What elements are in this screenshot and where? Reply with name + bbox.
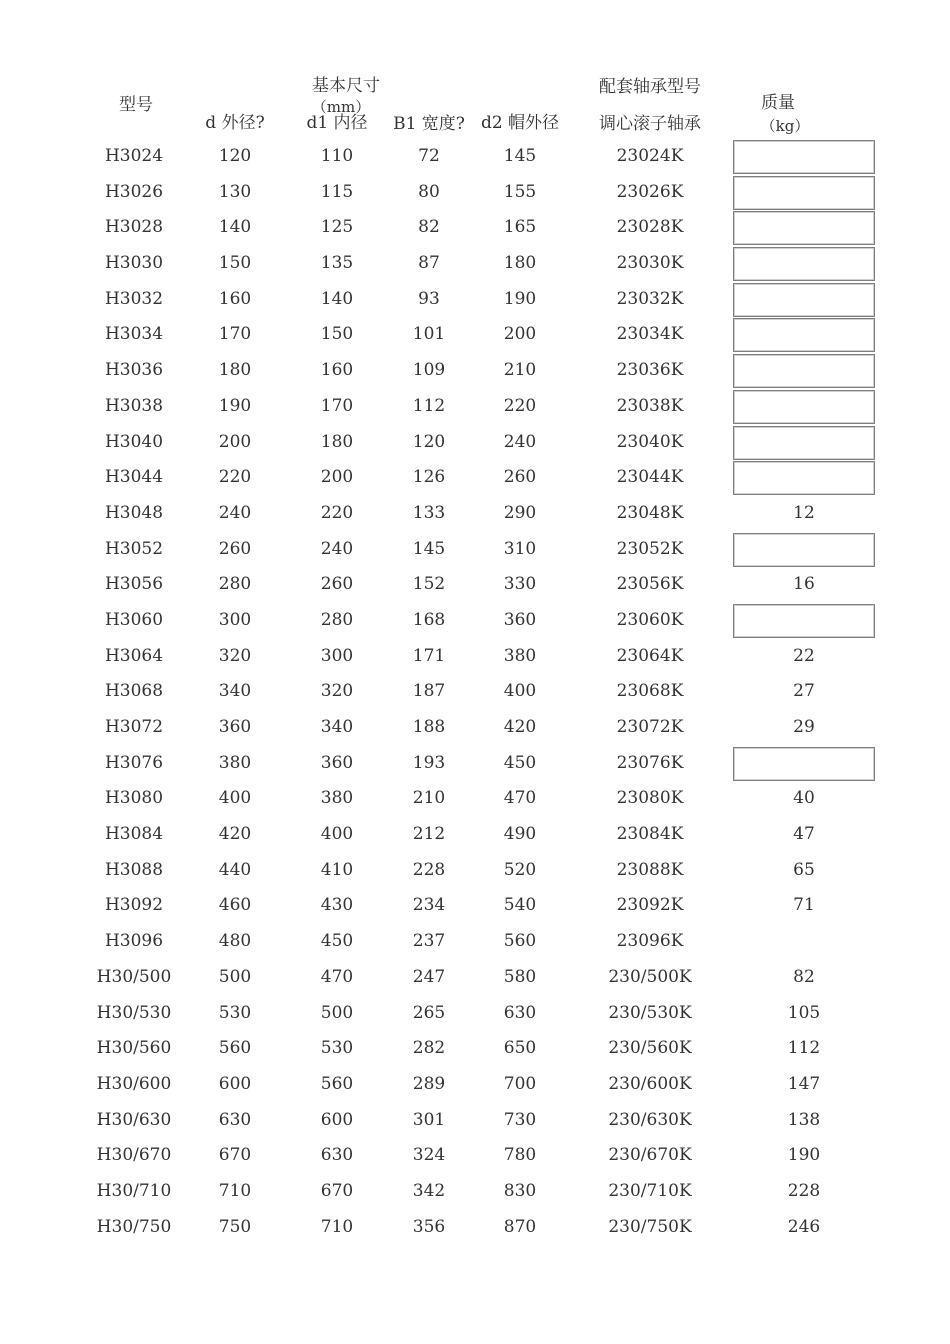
d1-inner-cell: 430	[320, 895, 354, 916]
d-outer-cell: 340	[218, 681, 252, 702]
bearing-cell: 23076K	[616, 752, 684, 773]
mass-cell: 71	[793, 895, 815, 916]
bearing-cell: 230/500K	[608, 966, 692, 987]
d-outer-cell: 420	[218, 824, 252, 845]
mass-cell	[733, 389, 875, 425]
mass-cell	[733, 282, 875, 318]
bearing-cell: 23064K	[616, 645, 684, 666]
model-cell: H30/750	[96, 1216, 172, 1237]
d-outer-cell: 440	[218, 859, 252, 880]
d-outer-cell: 500	[218, 966, 252, 987]
d1-inner-cell: 340	[320, 717, 354, 737]
bearing-cell: 23038K	[616, 395, 684, 416]
mass-cell	[733, 317, 875, 353]
b1-width-cell: 171	[412, 645, 446, 666]
d-outer-cell: 380	[218, 752, 252, 773]
d-outer-cell: 400	[218, 788, 252, 809]
bearing-cell: 23036K	[616, 360, 684, 381]
d-outer-cell: 190	[218, 395, 252, 416]
mass-cell	[733, 425, 875, 461]
d2-cap-cell: 360	[503, 609, 537, 630]
table-row	[0, 353, 950, 389]
d1-inner-cell: 710	[320, 1216, 354, 1237]
d-outer-cell: 140	[218, 217, 252, 238]
d2-cap-cell: 165	[503, 217, 537, 238]
d-outer-cell: 150	[218, 253, 252, 274]
b1-width-cell: 87	[418, 253, 440, 274]
mass-cell: 190	[787, 1145, 821, 1166]
mass-cell: 29	[793, 717, 815, 737]
d2-cap-cell: 330	[503, 574, 537, 595]
table-row	[0, 1067, 950, 1103]
mass-cell	[733, 139, 875, 175]
mass-cell	[733, 603, 875, 639]
d1-inner-cell: 115	[320, 181, 354, 202]
d1-inner-cell: 410	[320, 859, 354, 880]
d2-cap-cell: 380	[503, 645, 537, 666]
d1-inner-cell: 140	[320, 288, 354, 309]
mass-cell	[733, 210, 875, 246]
b1-width-cell: 210	[412, 788, 446, 809]
table-row	[0, 817, 950, 853]
b1-width-cell: 265	[412, 1002, 446, 1023]
b1-width-cell: 247	[412, 966, 446, 987]
d-outer-cell: 480	[218, 931, 252, 952]
d2-cap-cell: 870	[503, 1216, 537, 1237]
d2-cap-cell: 290	[503, 502, 537, 523]
b1-width-cell: 120	[412, 431, 446, 452]
d-outer-cell: 560	[218, 1038, 252, 1059]
d1-inner-cell: 470	[320, 966, 354, 987]
bearing-cell: 23060K	[616, 609, 684, 630]
model-cell: H3040	[104, 431, 164, 452]
d-outer-cell: 180	[218, 360, 252, 381]
d2-cap-cell: 180	[503, 253, 537, 274]
bearing-cell: 23048K	[616, 502, 684, 523]
bearing-cell: 230/670K	[608, 1145, 692, 1166]
d2-cap-cell: 700	[503, 1073, 537, 1094]
mass-cell: 65	[793, 859, 815, 880]
table-row	[0, 389, 950, 425]
table-row	[0, 603, 950, 639]
d1-inner-cell: 670	[320, 1180, 354, 1201]
mass-cell	[733, 353, 875, 389]
table-row	[0, 746, 950, 782]
d1-inner-cell: 320	[320, 681, 354, 702]
model-cell: H30/670	[96, 1145, 172, 1166]
bearing-cell: 230/750K	[608, 1216, 692, 1237]
model-cell: H3030	[104, 253, 164, 274]
bearing-cell: 230/710K	[608, 1180, 692, 1201]
mass-cell	[733, 246, 875, 282]
d1-inner-cell: 200	[320, 467, 354, 488]
mass-cell: 228	[787, 1180, 821, 1201]
bearing-cell: 23030K	[616, 253, 684, 274]
mass-cell: 22	[793, 645, 815, 666]
model-cell: H3024	[104, 146, 164, 166]
model-cell: H3044	[104, 467, 164, 488]
d2-cap-cell: 400	[503, 681, 537, 702]
header-unit-mm: （mm）	[311, 98, 371, 116]
mass-cell: 105	[787, 1002, 821, 1023]
model-cell: H3038	[104, 395, 164, 416]
d1-inner-cell: 400	[320, 824, 354, 845]
mass-cell: 27	[793, 681, 815, 702]
model-cell: H30/600	[96, 1073, 172, 1094]
header-basic-dims: 基本尺寸	[312, 76, 380, 96]
d-outer-cell: 130	[218, 181, 252, 202]
d-outer-cell: 630	[218, 1109, 252, 1130]
table-row	[0, 710, 950, 746]
table-row	[0, 888, 950, 924]
bearing-cell: 23028K	[616, 217, 684, 238]
header-bearing-model: 配套轴承型号	[599, 77, 701, 97]
model-cell: H3026	[104, 181, 164, 202]
d1-inner-cell: 530	[320, 1038, 354, 1059]
table-row	[0, 246, 950, 282]
d-outer-cell: 360	[218, 717, 252, 737]
table-row	[0, 674, 950, 710]
b1-width-cell: 101	[412, 324, 446, 345]
spec-table-body	[0, 139, 950, 1245]
d-outer-cell: 170	[218, 324, 252, 345]
header-mass: 质量	[761, 93, 795, 113]
d2-cap-cell: 420	[503, 717, 537, 737]
table-row	[0, 210, 950, 246]
b1-width-cell: 145	[412, 538, 446, 559]
b1-width-cell: 133	[412, 502, 446, 523]
table-row	[0, 1031, 950, 1067]
mass-cell	[733, 460, 875, 496]
table-row	[0, 317, 950, 353]
header-d2-cap: d2 帽外径	[480, 113, 560, 133]
model-cell: H30/560	[96, 1038, 172, 1059]
bearing-cell: 23026K	[616, 181, 684, 202]
d1-inner-cell: 380	[320, 788, 354, 809]
d1-inner-cell: 360	[320, 752, 354, 773]
model-cell: H3084	[104, 824, 164, 845]
d-outer-cell: 600	[218, 1073, 252, 1094]
d2-cap-cell: 470	[503, 788, 537, 809]
d-outer-cell: 120	[218, 146, 252, 166]
mass-cell	[733, 175, 875, 211]
bearing-cell: 230/600K	[608, 1073, 692, 1094]
d1-inner-cell: 630	[320, 1145, 354, 1166]
table-row	[0, 567, 950, 603]
d1-inner-cell: 260	[320, 574, 354, 595]
table-row	[0, 496, 950, 532]
d2-cap-cell: 145	[503, 146, 537, 166]
d-outer-cell: 750	[218, 1216, 252, 1237]
d1-inner-cell: 450	[320, 931, 354, 952]
mass-cell: 47	[793, 824, 815, 845]
bearing-cell: 23024K	[616, 146, 684, 166]
d1-inner-cell: 160	[320, 360, 354, 381]
bearing-cell: 23032K	[616, 288, 684, 309]
bearing-cell: 23092K	[616, 895, 684, 916]
model-cell: H3034	[104, 324, 164, 345]
table-row	[0, 781, 950, 817]
bearing-cell: 23040K	[616, 431, 684, 452]
model-cell: H30/530	[96, 1002, 172, 1023]
mass-cell	[733, 532, 875, 568]
d2-cap-cell: 830	[503, 1180, 537, 1201]
header-d-outer: d 外径?	[205, 113, 265, 133]
mass-cell: 138	[787, 1109, 821, 1130]
table-row	[0, 139, 950, 175]
model-cell: H3036	[104, 360, 164, 381]
header-unit-kg: （kg）	[760, 117, 810, 135]
b1-width-cell: 342	[412, 1180, 446, 1201]
model-cell: H30/500	[96, 966, 172, 987]
header-model: 型号	[119, 95, 153, 115]
d1-inner-cell: 180	[320, 431, 354, 452]
model-cell: H3092	[104, 895, 164, 916]
d1-inner-cell: 135	[320, 253, 354, 274]
d1-inner-cell: 150	[320, 324, 354, 345]
model-cell: H3096	[104, 931, 164, 952]
d2-cap-cell: 210	[503, 360, 537, 381]
mass-cell: 12	[793, 502, 815, 523]
d2-cap-cell: 260	[503, 467, 537, 488]
d-outer-cell: 300	[218, 609, 252, 630]
d2-cap-cell: 650	[503, 1038, 537, 1059]
b1-width-cell: 237	[412, 931, 446, 952]
b1-width-cell: 82	[418, 217, 440, 238]
bearing-cell: 23068K	[616, 681, 684, 702]
bearing-cell: 230/630K	[608, 1109, 692, 1130]
model-cell: H3064	[104, 645, 164, 666]
b1-width-cell: 187	[412, 681, 446, 702]
b1-width-cell: 234	[412, 895, 446, 916]
d-outer-cell: 160	[218, 288, 252, 309]
d-outer-cell: 710	[218, 1180, 252, 1201]
bearing-cell: 230/530K	[608, 1002, 692, 1023]
b1-width-cell: 324	[412, 1145, 446, 1166]
table-row	[0, 1103, 950, 1139]
d2-cap-cell: 630	[503, 1002, 537, 1023]
d1-inner-cell: 560	[320, 1073, 354, 1094]
b1-width-cell: 289	[412, 1073, 446, 1094]
bearing-cell: 230/560K	[608, 1038, 692, 1059]
bearing-cell: 23080K	[616, 788, 684, 809]
d2-cap-cell: 155	[503, 181, 537, 202]
model-cell: H3068	[104, 681, 164, 702]
d-outer-cell: 260	[218, 538, 252, 559]
d2-cap-cell: 310	[503, 538, 537, 559]
d2-cap-cell: 220	[503, 395, 537, 416]
bearing-cell: 23052K	[616, 538, 684, 559]
model-cell: H3080	[104, 788, 164, 809]
bearing-cell: 23096K	[616, 931, 684, 952]
mass-cell: 40	[793, 788, 815, 809]
table-row	[0, 1174, 950, 1210]
b1-width-cell: 93	[418, 288, 440, 309]
model-cell: H30/630	[96, 1109, 172, 1130]
bearing-cell: 23084K	[616, 824, 684, 845]
b1-width-cell: 109	[412, 360, 446, 381]
table-row	[0, 282, 950, 318]
d2-cap-cell: 580	[503, 966, 537, 987]
d2-cap-cell: 450	[503, 752, 537, 773]
b1-width-cell: 112	[412, 395, 446, 416]
b1-width-cell: 228	[412, 859, 446, 880]
mass-cell	[733, 746, 875, 782]
table-row	[0, 924, 950, 960]
table-row	[0, 175, 950, 211]
d-outer-cell: 530	[218, 1002, 252, 1023]
bearing-cell: 23044K	[616, 467, 684, 488]
table-row	[0, 460, 950, 496]
d-outer-cell: 280	[218, 574, 252, 595]
b1-width-cell: 126	[412, 467, 446, 488]
d1-inner-cell: 300	[320, 645, 354, 666]
d1-inner-cell: 110	[320, 146, 354, 166]
b1-width-cell: 301	[412, 1109, 446, 1130]
table-row	[0, 1138, 950, 1174]
model-cell: H3048	[104, 502, 164, 523]
mass-cell: 246	[787, 1216, 821, 1237]
d-outer-cell: 460	[218, 895, 252, 916]
d-outer-cell: 670	[218, 1145, 252, 1166]
model-cell: H3028	[104, 217, 164, 238]
mass-cell: 147	[787, 1073, 821, 1094]
d2-cap-cell: 240	[503, 431, 537, 452]
mass-cell: 82	[793, 966, 815, 987]
mass-cell	[733, 924, 875, 960]
header-d1-inner: d1 内径	[306, 113, 368, 133]
table-row	[0, 425, 950, 461]
model-cell: H3072	[104, 717, 164, 737]
d1-inner-cell: 125	[320, 217, 354, 238]
table-row	[0, 996, 950, 1032]
model-cell: H3060	[104, 609, 164, 630]
b1-width-cell: 356	[412, 1216, 446, 1237]
table-row	[0, 853, 950, 889]
model-cell: H3032	[104, 288, 164, 309]
d-outer-cell: 200	[218, 431, 252, 452]
d2-cap-cell: 200	[503, 324, 537, 345]
b1-width-cell: 72	[418, 146, 440, 166]
table-row	[0, 1210, 950, 1246]
d1-inner-cell: 280	[320, 609, 354, 630]
table-row	[0, 960, 950, 996]
model-cell: H3076	[104, 752, 164, 773]
d1-inner-cell: 240	[320, 538, 354, 559]
header-b1-width: B1 宽度?	[393, 114, 465, 134]
header-bearing-type: 调心滚子轴承	[599, 114, 701, 134]
table-row	[0, 532, 950, 568]
model-cell: H3052	[104, 538, 164, 559]
b1-width-cell: 282	[412, 1038, 446, 1059]
bearing-cell: 23072K	[616, 717, 684, 737]
d2-cap-cell: 540	[503, 895, 537, 916]
b1-width-cell: 168	[412, 609, 446, 630]
model-cell: H3056	[104, 574, 164, 595]
d1-inner-cell: 600	[320, 1109, 354, 1130]
b1-width-cell: 80	[418, 181, 440, 202]
d-outer-cell: 240	[218, 502, 252, 523]
d-outer-cell: 320	[218, 645, 252, 666]
d1-inner-cell: 220	[320, 502, 354, 523]
d1-inner-cell: 500	[320, 1002, 354, 1023]
b1-width-cell: 193	[412, 752, 446, 773]
b1-width-cell: 212	[412, 824, 446, 845]
mass-cell: 16	[793, 574, 815, 595]
d2-cap-cell: 520	[503, 859, 537, 880]
d2-cap-cell: 780	[503, 1145, 537, 1166]
table-row	[0, 639, 950, 675]
b1-width-cell: 152	[412, 574, 446, 595]
d-outer-cell: 220	[218, 467, 252, 488]
mass-cell: 112	[787, 1038, 821, 1059]
bearing-cell: 23056K	[616, 574, 684, 595]
d2-cap-cell: 490	[503, 824, 537, 845]
d2-cap-cell: 190	[503, 288, 537, 309]
d2-cap-cell: 730	[503, 1109, 537, 1130]
d2-cap-cell: 560	[503, 931, 537, 952]
model-cell: H30/710	[96, 1180, 172, 1201]
b1-width-cell: 188	[412, 717, 446, 737]
d1-inner-cell: 170	[320, 395, 354, 416]
bearing-cell: 23088K	[616, 859, 684, 880]
model-cell: H3088	[104, 859, 164, 880]
bearing-cell: 23034K	[616, 324, 684, 345]
